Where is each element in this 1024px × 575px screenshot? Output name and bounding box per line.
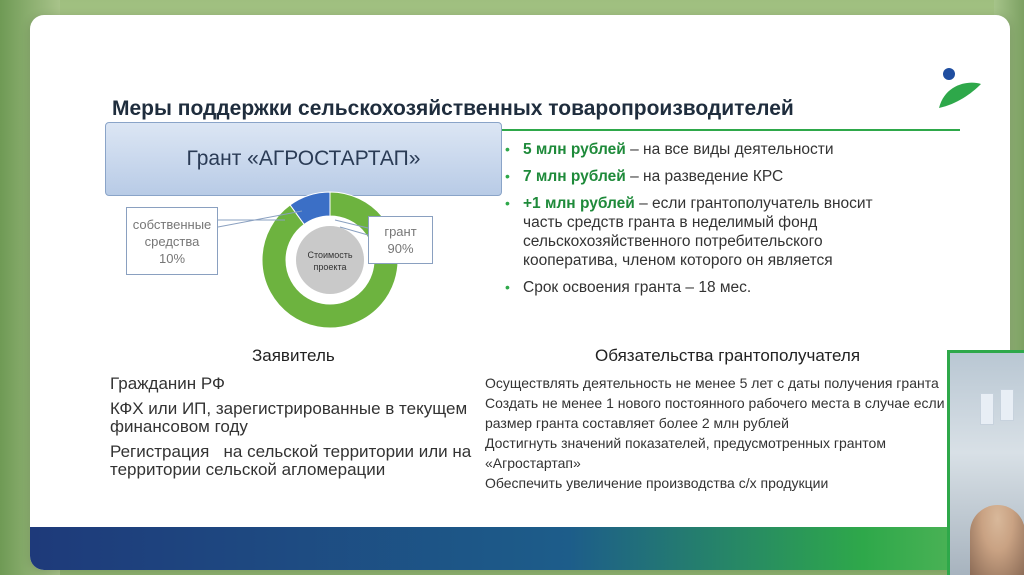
bullet-strong: 5 млн рублей xyxy=(523,141,626,158)
obligation-item: Обеспечить увеличение производства с/х продукции xyxy=(485,475,829,491)
bullet-dot: • xyxy=(505,195,510,211)
applicant-item: Гражданин РФ xyxy=(110,374,225,393)
applicant-list xyxy=(110,375,480,486)
grant-label: грант xyxy=(384,224,417,239)
flag-icon xyxy=(1000,389,1014,421)
applicant-item: КФХ или ИП, зарегистрированные в текущем финансовом году xyxy=(110,399,472,436)
flag-icon xyxy=(980,393,994,425)
footer-gradient-bar xyxy=(30,527,1010,570)
bullet-dot: • xyxy=(505,141,510,157)
bullet-strong: +1 млн рублей xyxy=(523,195,635,212)
bullet-dot: • xyxy=(505,168,510,184)
obligation-item: Осуществлять деятельность не менее 5 лет с даты получения гранта xyxy=(485,375,939,391)
own-funds-connector-2 xyxy=(218,211,302,227)
own-funds-label-line2: средства xyxy=(144,234,200,249)
presentation-slide xyxy=(30,15,1010,570)
grant-connector xyxy=(335,220,368,228)
bullet-strong: 7 млн рублей xyxy=(523,168,626,185)
bullet-item xyxy=(505,140,905,159)
bullet-text: – если грантополучатель вносит часть средств гранта в неделимый фонд сельскохозяйственного потребительского кооператива, членом которого он является xyxy=(523,195,873,269)
bullet-text: Срок освоения гранта – 18 мес. xyxy=(523,279,752,296)
donut-center-label: Стоимость xyxy=(307,250,353,260)
bullet-item xyxy=(505,194,905,270)
speaker-avatar xyxy=(970,505,1024,575)
bullet-item xyxy=(505,278,905,297)
obligation-item: Создать не менее 1 нового постоянного рабочего места в случае если размер гранта составляет более 2 млн рублей xyxy=(485,395,945,431)
bullet-item xyxy=(505,167,905,186)
grant-pct: 90% xyxy=(387,241,414,256)
obligation-item: Достигнуть значений показателей, предусмотренных грантом «Агростартап» xyxy=(485,435,886,471)
bullet-dot: • xyxy=(505,279,510,295)
obligations-heading: Обязательства грантополучателя xyxy=(595,346,861,365)
grant-connector-2 xyxy=(340,227,368,235)
applicant-heading: Заявитель xyxy=(252,346,335,365)
obligations-list xyxy=(485,373,960,493)
slide-title: Меры поддержки сельскохозяйственных товаропроизводителей xyxy=(112,97,794,120)
bullet-text: – на все виды деятельности xyxy=(625,141,834,158)
own-funds-label-line1: собственные xyxy=(132,217,212,232)
grant-title: Грант «АГРОСТАРТАП» xyxy=(186,147,421,170)
donut-center-label: проекта xyxy=(313,262,347,272)
own-funds-pct: 10% xyxy=(158,251,186,266)
grant-amounts-list xyxy=(505,140,905,305)
bullet-text: – на разведение КРС xyxy=(625,168,784,185)
applicant-item: Регистрация на сельской территории или на территории сельской агломерации xyxy=(110,442,476,479)
